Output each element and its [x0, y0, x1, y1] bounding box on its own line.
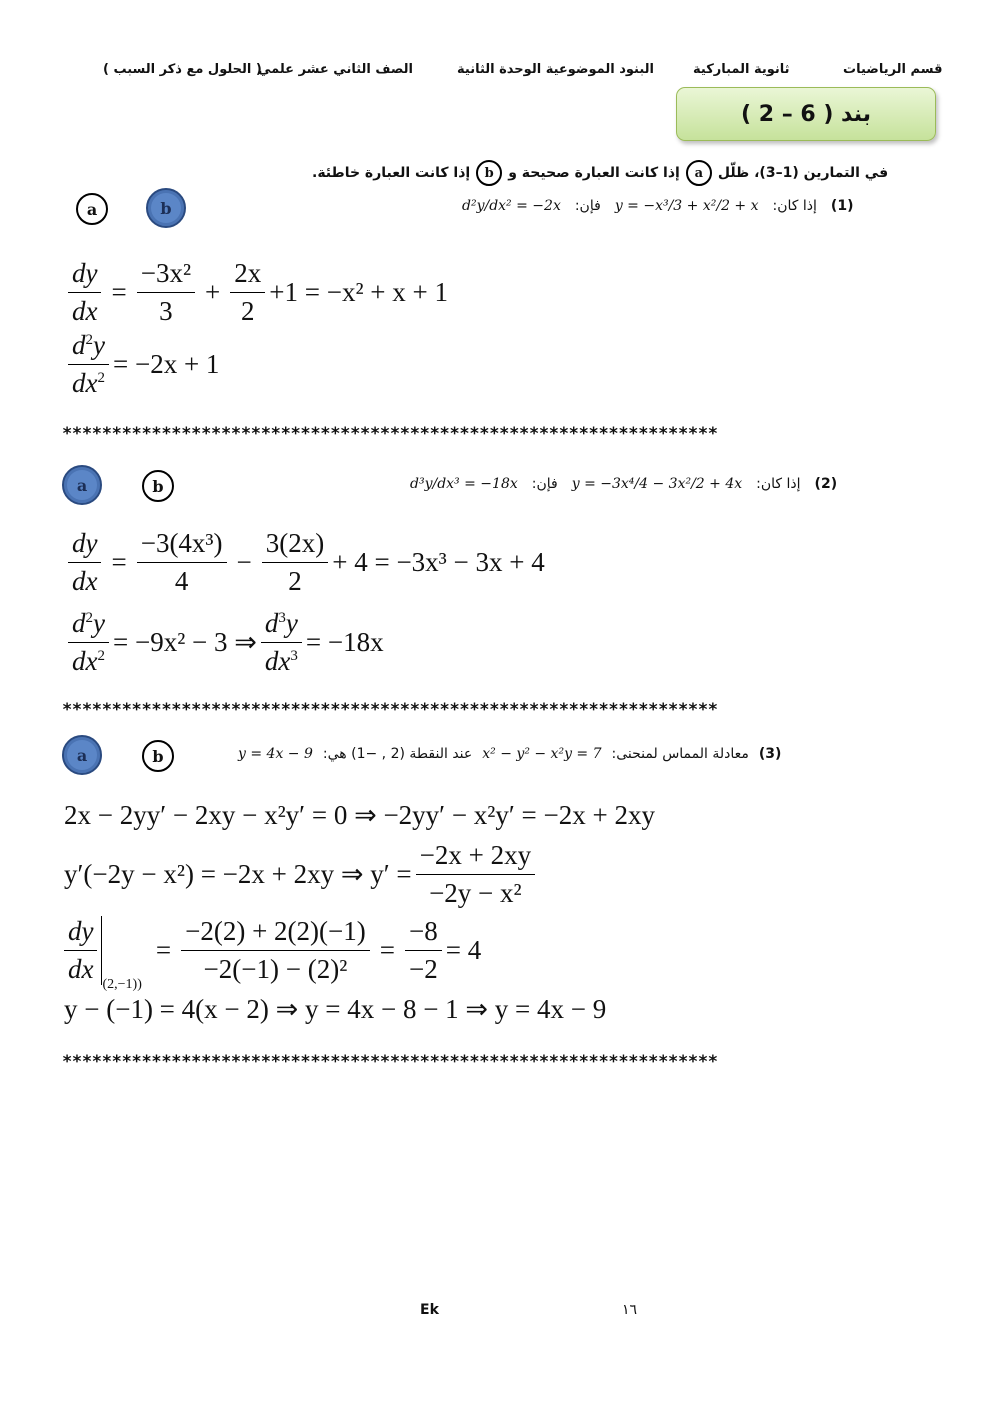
q3-step-2	[64, 840, 539, 909]
q3-answer: y = 4x − 9	[238, 746, 313, 762]
q1-s1-t1-den: 3	[159, 296, 173, 326]
q1-step-2: $\frac{d^2y}{dx^2}$ = −2x + 1	[64, 330, 219, 399]
q2-s1-tail: + 4 = −3x³ − 3x + 4	[332, 547, 545, 577]
q3-s1-text: 2x − 2yy′ − 2xy − x²y′ = 0 ⇒ −2yy′ − x²y′ = −2x + 2xy	[64, 800, 655, 830]
q1-step-1: $\frac{dy}{dx}$ = $\frac{\text{−3x²}}{3}$ + $\frac{2x}{2}$ +1 = −x² + x + 1	[64, 258, 448, 327]
q3-step-1	[64, 800, 655, 831]
q3-step-4	[64, 994, 606, 1025]
q3-text: معادلة المماس لمنحنى:	[611, 746, 749, 762]
q1-s1-t2-den: 2	[241, 296, 255, 326]
header-grade: الصف الثاني عشر علمي	[258, 62, 414, 77]
q2-option-b[interactable]: b	[142, 470, 174, 502]
section-title: بند ( 6 – 2 )	[676, 87, 936, 141]
q1-number: (1)	[830, 198, 854, 214]
instruction	[312, 160, 888, 186]
instruction-b-circle: b	[476, 160, 502, 186]
q1-function: y = −x³/3 + x²/2 + x	[614, 198, 759, 214]
q3-at-point: عند النقطة (2 , −1) هي:	[322, 746, 473, 762]
q3-option-b[interactable]: b	[142, 740, 174, 772]
footer-author: Ek	[420, 1302, 439, 1318]
q1-if: إذا كان:	[772, 198, 817, 214]
q2-s1-t1-den: 4	[174, 566, 189, 596]
q3-option-a-selected[interactable]: a	[62, 735, 102, 775]
q3-s2-lhs: y′(−2y − x²) = −2x + 2xy ⇒ y′ =	[64, 859, 412, 889]
footer-page-number: ١٦	[622, 1302, 638, 1318]
q3-s3-den1: −2(−1) − (2)²	[203, 954, 348, 984]
separator-3: ******************************************************************	[62, 1052, 718, 1072]
q3-s3-num1: −2(2) + 2(2)(−1)	[181, 916, 370, 951]
q3-s2-den: −2y − x²	[429, 878, 522, 908]
q3-s3-eval: $\frac{dy}{dx}$	[64, 916, 102, 985]
header-department: قسم الرياضيات	[843, 62, 943, 77]
q1-s1-tail: +1 = −x² + x + 1	[269, 277, 449, 307]
header-note: ( الحلول مع ذكر السبب )	[103, 62, 262, 77]
q2-statement	[410, 476, 837, 492]
header-unit: البنود الموضوعية الوحدة الثانية	[457, 62, 654, 77]
q1-then: فإن:	[574, 198, 601, 214]
q3-s4-text: y − (−1) = 4(x − 2) ⇒ y = 4x − 8 − 1 ⇒ y = 4x − 9	[64, 994, 607, 1024]
q2-s1-t1-num: −3(4x³)	[137, 528, 227, 563]
q1-s1-t1-num: −3x²	[137, 258, 195, 293]
q1-option-b-selected[interactable]: b	[146, 188, 186, 228]
q1-claim: d²y/dx² = −2x	[462, 198, 561, 214]
q2-function: y = −3x⁴/4 − 3x²/2 + 4x	[571, 476, 743, 492]
instruction-a-circle: a	[686, 160, 712, 186]
q1-statement	[462, 198, 853, 214]
q2-s2-mid: = −9x² − 3 ⇒	[112, 627, 257, 657]
instruction-mid: إذا كانت العبارة صحيحة و	[508, 165, 680, 181]
q3-statement	[238, 746, 781, 762]
q1-s1-t2-num: 2x	[230, 258, 265, 293]
instruction-end: إذا كانت العبارة خاطئة.	[312, 165, 471, 181]
q3-s3-point: (2,−1))	[102, 977, 142, 992]
q3-curve: x² − y² − x²y = 7	[482, 746, 602, 762]
q2-option-a-selected[interactable]: a	[62, 465, 102, 505]
q1-s2-rhs: = −2x + 1	[112, 349, 220, 379]
q3-s3-num2: −8	[405, 916, 442, 951]
header-school: ثانوية المباركية	[693, 62, 790, 77]
q3-s2-num: −2x + 2xy	[416, 840, 535, 875]
q2-number: (2)	[814, 476, 838, 492]
q3-number: (3)	[758, 746, 782, 762]
q2-s2-rhs: = −18x	[305, 627, 384, 657]
q3-s3-den2: −2	[408, 954, 438, 984]
q1-option-a[interactable]: a	[76, 193, 108, 225]
q2-step-1: $\frac{dy}{dx}$ = $\frac{\text{−3(4x³)}}{4}$ − $\frac{3(2x)}{2}$ + 4 = −3x³ − 3x + 4	[64, 528, 545, 597]
q2-if: إذا كان:	[756, 476, 801, 492]
instruction-start: في التمارين (1–3)، ظلّل	[717, 165, 889, 181]
separator-1: ******************************************************************	[62, 424, 718, 444]
q2-step-2: $\frac{d^2y}{dx^2}$ = −9x² − 3 ⇒ $\frac{d^3y}{dx^3}$ = −18x	[64, 608, 384, 677]
q2-then: فإن:	[531, 476, 558, 492]
q2-claim: d³y/dx³ = −18x	[410, 476, 518, 492]
q3-step-3: $\frac{dy}{dx}$ (2,−1)) = $\frac{-2(2) + 2(2)(-1)}{\text{−2(−1) − (2)²}}$ = $\frac{-8}{-2}$ = 4	[64, 916, 481, 985]
q2-s1-t2-num: 3(2x)	[262, 528, 328, 563]
q2-s1-t2-den: 2	[288, 566, 302, 596]
q3-s3-result: = 4	[445, 935, 482, 965]
separator-2: ******************************************************************	[62, 700, 718, 720]
